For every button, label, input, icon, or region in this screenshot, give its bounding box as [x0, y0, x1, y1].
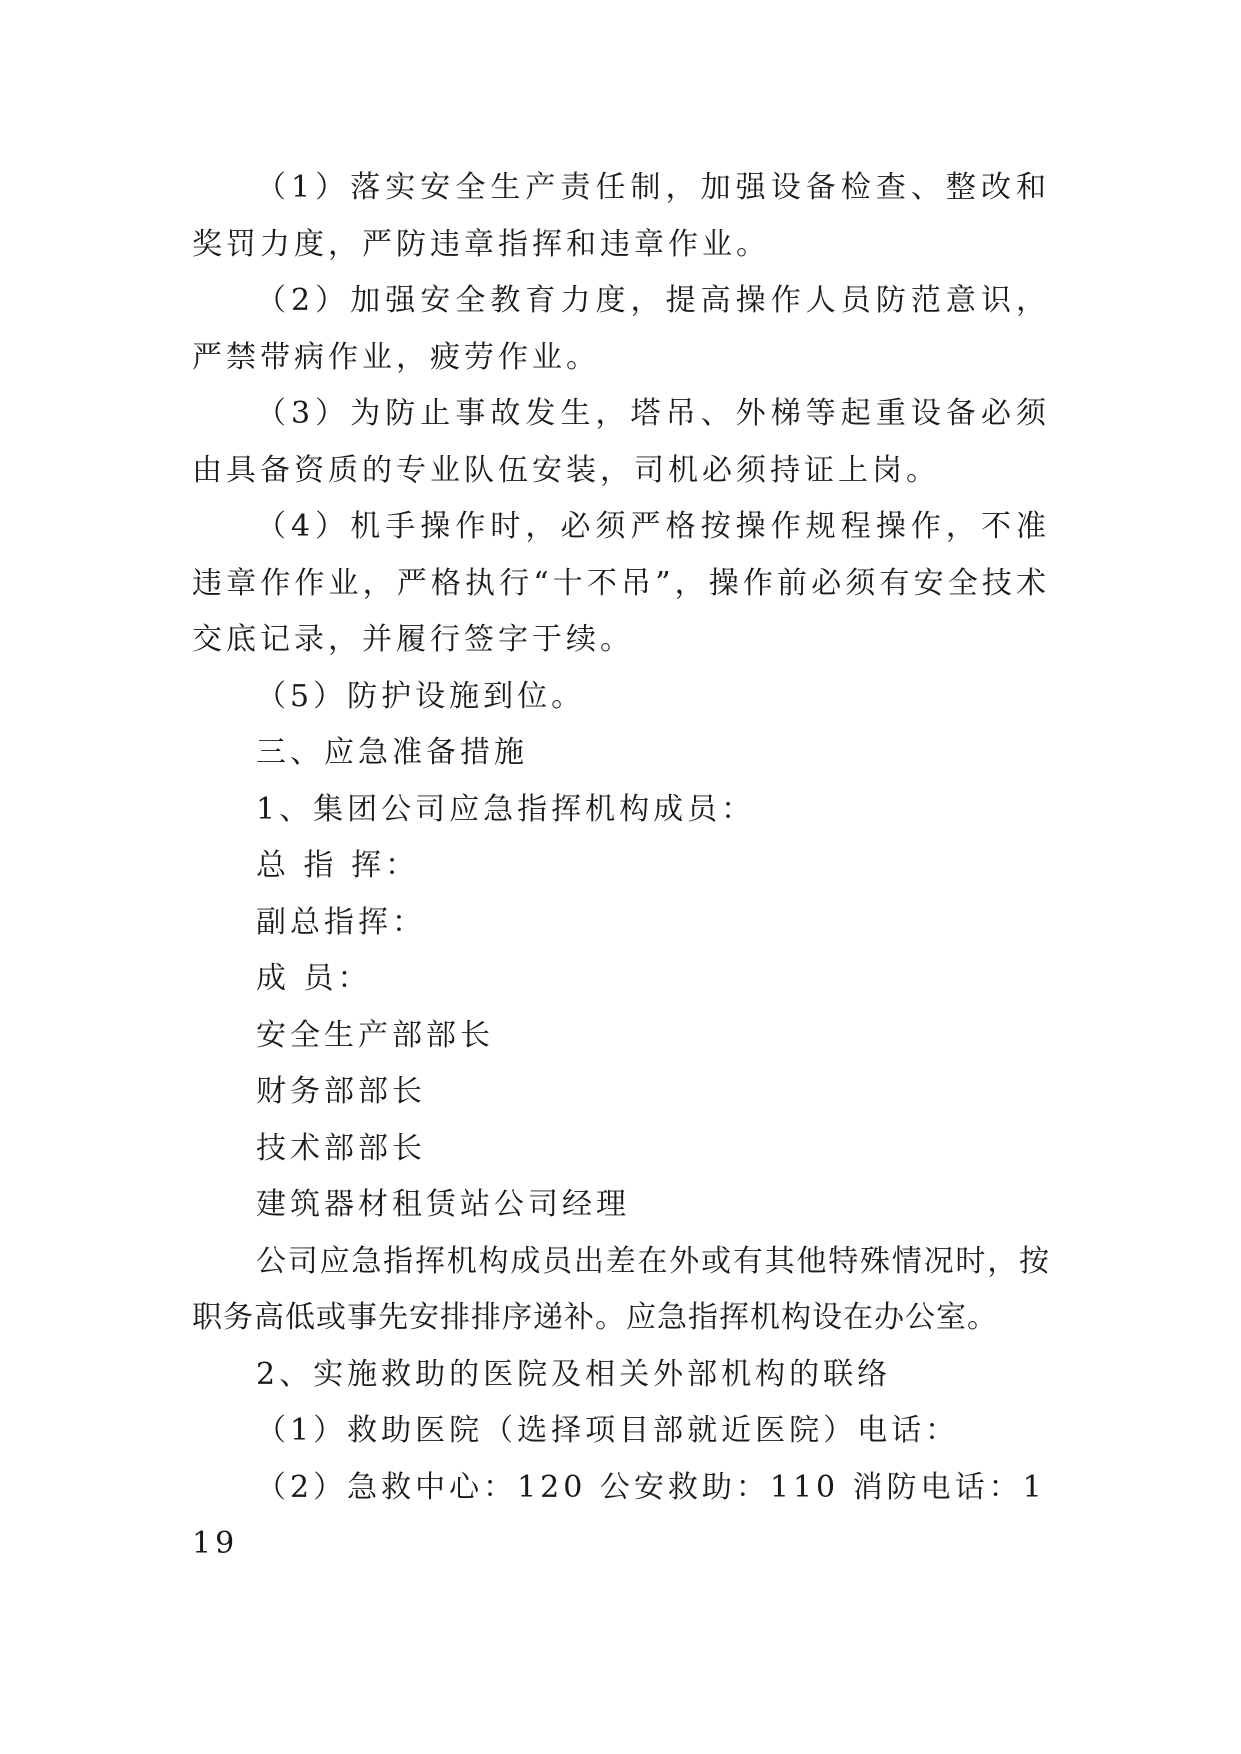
- role-members: 成 员：: [256, 961, 372, 996]
- contact-rescue-hospital: （1）救助医院（选择项目部就近医院）电话：: [256, 1413, 960, 1448]
- document-body: [192, 160, 1050, 1573]
- paragraph-measure-2: （2）加强安全教育力度，提高操作人员防范意识，严禁带病作业，疲劳作业。: [192, 283, 1050, 375]
- subsection-heading-command-members: 1、集团公司应急指挥机构成员：: [256, 791, 756, 827]
- contact-emergency-numbers: （2）急救中心：120 公安救助：110 消防电话：119: [192, 1469, 1046, 1561]
- paragraph-measure-4: （4）机手操作时，必须严格按操作规程操作，不准违章作作业，严格执行“十不吊”，操作前必须有安全技术交底记录，并履行签字于续。: [192, 509, 1050, 657]
- role-chief-commander: 总 指 挥：: [256, 848, 420, 883]
- subsection-heading-hospital-contacts: 2、实施救助的医院及相关外部机构的联络: [256, 1356, 892, 1392]
- member-equipment-rental-manager: 建筑器材租赁站公司经理: [256, 1187, 630, 1222]
- paragraph-measure-3: （3）为防止事故发生，塔吊、外梯等起重设备必须由具备资质的专业队伍安装，司机必须持证上岗。: [192, 396, 1050, 488]
- paragraph-substitution-rule: 公司应急指挥机构成员出差在外或有其他特殊情况时，按职务高低或事先安排排序递补。应急指挥机构设在办公室。: [192, 1243, 1050, 1335]
- member-safety-production-head: 安全生产部部长: [256, 1017, 494, 1053]
- paragraph-measure-1: （1）落实安全生产责任制，加强设备检查、整改和奖罚力度，严防违章指挥和违章作业。: [192, 170, 1050, 262]
- paragraph-measure-5: （5）防护设施到位。: [256, 678, 586, 714]
- section-heading-emergency-preparation: 三、应急准备措施: [256, 735, 528, 770]
- member-finance-head: 财务部部长: [256, 1074, 426, 1109]
- member-technology-head: 技术部部长: [256, 1130, 426, 1166]
- role-deputy-commander: 副总指挥：: [256, 904, 426, 940]
